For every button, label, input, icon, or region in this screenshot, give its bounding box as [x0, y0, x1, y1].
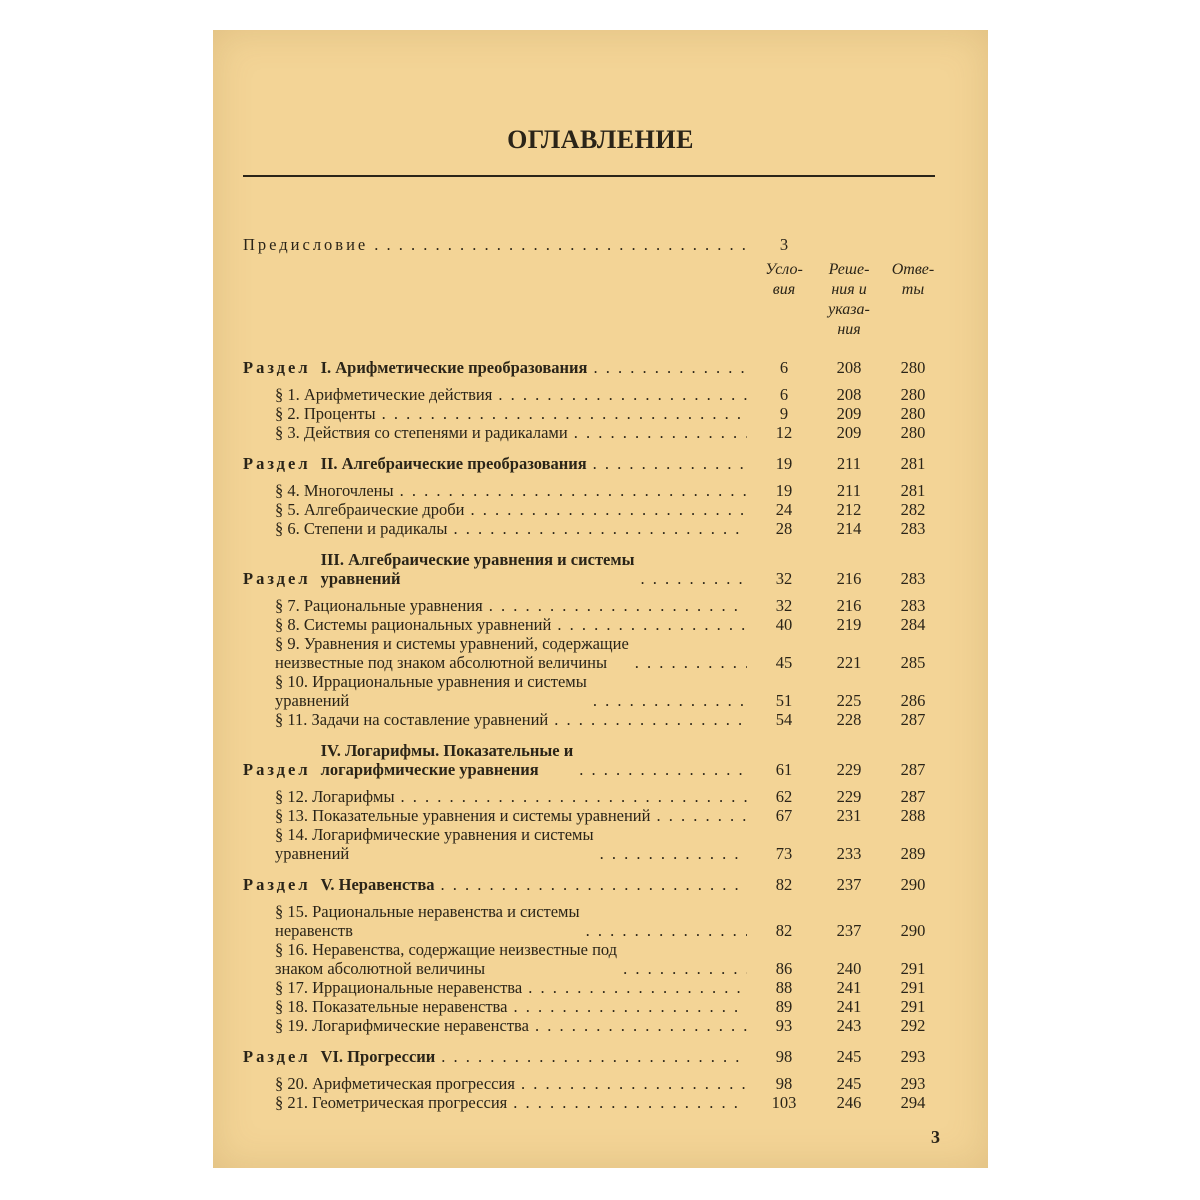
section-title: I. Арифметические преобразования — [320, 358, 588, 377]
paragraph-title: § 8. Системы рациональных уравнений — [275, 615, 552, 634]
page-conditions: 45 — [775, 653, 793, 672]
page-answers: 280 — [900, 423, 926, 442]
page-answers: 285 — [900, 653, 926, 672]
section-prefix: Раздел — [243, 1047, 311, 1066]
page-solutions: 229 — [836, 787, 862, 806]
toc-entry — [243, 519, 943, 538]
page-answers: 288 — [900, 806, 926, 825]
page-conditions: 6 — [779, 385, 789, 404]
page-conditions: 19 — [775, 454, 793, 473]
paragraph-title: § 5. Алгебраические дроби — [275, 500, 465, 519]
toc-entry — [243, 423, 943, 442]
toc-entry — [243, 500, 943, 519]
section-prefix: Раздел — [243, 569, 311, 588]
page-solutions: 211 — [836, 481, 862, 500]
toc-entry — [243, 940, 943, 978]
page-solutions: 233 — [836, 844, 862, 863]
page-conditions: 93 — [775, 1016, 793, 1035]
section-row — [243, 358, 943, 377]
section-title: VI. Прогрессии — [320, 1047, 436, 1066]
page-conditions: 40 — [775, 615, 793, 634]
page-solutions: 231 — [836, 806, 862, 825]
page-solutions: 212 — [836, 500, 862, 519]
paragraph-title: § 14. Логарифмические уравнения и системы уравнений — [275, 825, 594, 863]
page-solutions: 245 — [836, 1074, 862, 1093]
leader-dots — [554, 710, 747, 729]
page-conditions: 6 — [779, 358, 789, 377]
column-headers — [243, 260, 943, 340]
leader-dots — [635, 653, 747, 672]
section-prefix: Раздел — [243, 454, 311, 473]
page-answers: 281 — [900, 481, 926, 500]
page-solutions: 237 — [836, 875, 862, 894]
page-answers: 289 — [900, 844, 926, 863]
paragraph-title: § 7. Рациональные уравнения — [275, 596, 483, 615]
section-title: IV. Логарифмы. Показательные и логарифмические уравнения — [320, 741, 574, 779]
page-conditions: 61 — [775, 760, 793, 779]
paragraph-title: § 13. Показательные уравнения и системы уравнений — [275, 806, 651, 825]
leader-dots — [593, 358, 747, 377]
leader-dots — [382, 404, 747, 423]
paragraph-title: § 4. Многочлены — [275, 481, 394, 500]
leader-dots — [593, 691, 747, 710]
section-title: III. Алгебраические уравнения и системы уравнений — [320, 550, 635, 588]
paragraph-title: § 3. Действия со степенями и радикалами — [275, 423, 568, 442]
page-solutions: 216 — [836, 569, 862, 588]
page-solutions: 240 — [836, 959, 862, 978]
page-solutions: 241 — [836, 978, 862, 997]
page-conditions: 73 — [775, 844, 793, 863]
page-solutions: 246 — [836, 1093, 862, 1112]
page-answers: 291 — [900, 959, 926, 978]
page-conditions: 88 — [775, 978, 793, 997]
section-row — [243, 875, 943, 894]
preface-row — [243, 235, 943, 254]
page-answers: 284 — [900, 615, 926, 634]
section-row — [243, 454, 943, 473]
toc-entry — [243, 710, 943, 729]
page-conditions: 32 — [775, 569, 793, 588]
page-solutions: 221 — [836, 653, 862, 672]
page-solutions: 208 — [836, 385, 862, 404]
section-row — [243, 550, 943, 588]
leader-dots — [521, 1074, 747, 1093]
toc-entry — [243, 1093, 943, 1112]
sections-list — [243, 346, 943, 1112]
table-of-contents — [243, 235, 943, 1112]
leader-dots — [489, 596, 747, 615]
paragraph-title: § 9. Уравнения и системы уравнений, содержащие неизвестные под знаком абсолютной величины — [275, 634, 629, 672]
page-conditions: 51 — [775, 691, 793, 710]
page-answers: 293 — [900, 1074, 926, 1093]
leader-dots — [593, 454, 747, 473]
page-conditions: 67 — [775, 806, 793, 825]
page-solutions: 243 — [836, 1016, 862, 1035]
page-solutions: 209 — [836, 423, 862, 442]
page-answers: 291 — [900, 978, 926, 997]
page-answers: 280 — [900, 404, 926, 423]
page-conditions: 54 — [775, 710, 793, 729]
page-conditions: 9 — [779, 404, 789, 423]
page-answers: 280 — [900, 358, 926, 377]
paragraph-title: § 2. Проценты — [275, 404, 376, 423]
toc-entry — [243, 997, 943, 1016]
page-conditions: 28 — [775, 519, 793, 538]
page-conditions: 82 — [775, 921, 793, 940]
page-conditions: 103 — [771, 1093, 797, 1112]
section-row — [243, 741, 943, 779]
book-page — [213, 30, 988, 1168]
page-answers: 280 — [900, 385, 926, 404]
page-solutions: 245 — [836, 1047, 862, 1066]
paragraph-title: § 1. Арифметические действия — [275, 385, 493, 404]
page-conditions: 98 — [775, 1047, 793, 1066]
leader-dots — [513, 1093, 747, 1112]
leader-dots — [535, 1016, 747, 1035]
section-title: II. Алгебраические преобразования — [320, 454, 587, 473]
page-solutions: 228 — [836, 710, 862, 729]
toc-entry — [243, 806, 943, 825]
page-answers: 282 — [900, 500, 926, 519]
leader-dots — [557, 615, 747, 634]
paragraph-title: § 19. Логарифмические неравенства — [275, 1016, 529, 1035]
page-conditions: 12 — [775, 423, 793, 442]
section-prefix: Раздел — [243, 760, 311, 779]
page-conditions: 19 — [775, 481, 793, 500]
page-conditions: 86 — [775, 959, 793, 978]
page-solutions: 241 — [836, 997, 862, 1016]
toc-entry — [243, 404, 943, 423]
leader-dots — [586, 921, 747, 940]
toc-entry — [243, 596, 943, 615]
paragraph-title: § 17. Иррациональные неравенства — [275, 978, 523, 997]
page-answers: 294 — [900, 1093, 926, 1112]
page-solutions: 219 — [836, 615, 862, 634]
leader-dots — [401, 787, 747, 806]
paragraph-title: § 20. Арифметическая прогрессия — [275, 1074, 515, 1093]
paragraph-title: § 6. Степени и радикалы — [275, 519, 448, 538]
page-answers: 290 — [900, 921, 926, 940]
page-answers: 291 — [900, 997, 926, 1016]
title-rule — [243, 175, 935, 177]
page-solutions: 211 — [836, 454, 862, 473]
page-answers: 286 — [900, 691, 926, 710]
page-answers: 287 — [900, 787, 926, 806]
paragraph-title: § 16. Неравенства, содержащие неизвестные под знаком абсолютной величины — [275, 940, 618, 978]
leader-dots — [641, 569, 748, 588]
section-row — [243, 1047, 943, 1066]
leader-dots — [623, 959, 747, 978]
leader-dots — [441, 1047, 747, 1066]
section-prefix: Раздел — [243, 358, 311, 377]
page-answers: 293 — [900, 1047, 926, 1066]
page-answers: 283 — [900, 596, 926, 615]
page-answers: 283 — [900, 519, 926, 538]
page-conditions: 82 — [775, 875, 793, 894]
page-answers: 287 — [900, 760, 926, 779]
preface-page: 3 — [779, 235, 789, 254]
header-conditions: Усло- вия — [765, 261, 803, 298]
paragraph-title: § 21. Геометрическая прогрессия — [275, 1093, 508, 1112]
leader-dots — [453, 519, 747, 538]
paragraph-title: § 18. Показательные неравенства — [275, 997, 508, 1016]
preface-label: Предисловие — [243, 235, 369, 254]
paragraph-title: § 12. Логарифмы — [275, 787, 395, 806]
leader-dots — [528, 978, 747, 997]
toc-entry — [243, 385, 943, 404]
page-solutions: 216 — [836, 596, 862, 615]
leader-dots — [574, 423, 747, 442]
leader-dots — [374, 235, 747, 254]
toc-entry — [243, 825, 943, 863]
page-conditions: 89 — [775, 997, 793, 1016]
page-conditions: 32 — [775, 596, 793, 615]
leader-dots — [498, 385, 747, 404]
paragraph-title: § 10. Иррациональные уравнения и системы уравнений — [275, 672, 587, 710]
page-answers: 290 — [900, 875, 926, 894]
page-conditions: 24 — [775, 500, 793, 519]
page-answers: 287 — [900, 710, 926, 729]
toc-entry — [243, 1016, 943, 1035]
page-number: 3 — [931, 1127, 940, 1147]
page-solutions: 208 — [836, 358, 862, 377]
page-solutions: 229 — [836, 760, 862, 779]
toc-entry — [243, 902, 943, 940]
paragraph-title: § 15. Рациональные неравенства и системы неравенств — [275, 902, 580, 940]
paragraph-title: § 11. Задачи на составление уравнений — [275, 710, 549, 729]
toc-entry — [243, 481, 943, 500]
leader-dots — [441, 875, 747, 894]
page-conditions: 62 — [775, 787, 793, 806]
leader-dots — [656, 806, 747, 825]
toc-entry — [243, 1074, 943, 1093]
page-conditions: 98 — [775, 1074, 793, 1093]
section-title: V. Неравенства — [320, 875, 435, 894]
leader-dots — [579, 760, 747, 779]
toc-entry — [243, 634, 943, 672]
header-answers: Отве- ты — [891, 261, 935, 298]
toc-entry — [243, 978, 943, 997]
page-solutions: 225 — [836, 691, 862, 710]
page-answers: 281 — [900, 454, 926, 473]
leader-dots — [513, 997, 747, 1016]
page-answers: 292 — [900, 1016, 926, 1035]
leader-dots — [400, 481, 747, 500]
header-solutions: Реше- ния и указа- ния — [828, 261, 870, 338]
toc-entry — [243, 615, 943, 634]
section-prefix: Раздел — [243, 875, 311, 894]
page-solutions: 237 — [836, 921, 862, 940]
leader-dots — [600, 844, 747, 863]
page-solutions: 209 — [836, 404, 862, 423]
page-answers: 283 — [900, 569, 926, 588]
page-solutions: 214 — [836, 519, 862, 538]
toc-entry — [243, 787, 943, 806]
leader-dots — [470, 500, 747, 519]
page-title: ОГЛАВЛЕНИЕ — [507, 125, 694, 154]
toc-entry — [243, 672, 943, 710]
